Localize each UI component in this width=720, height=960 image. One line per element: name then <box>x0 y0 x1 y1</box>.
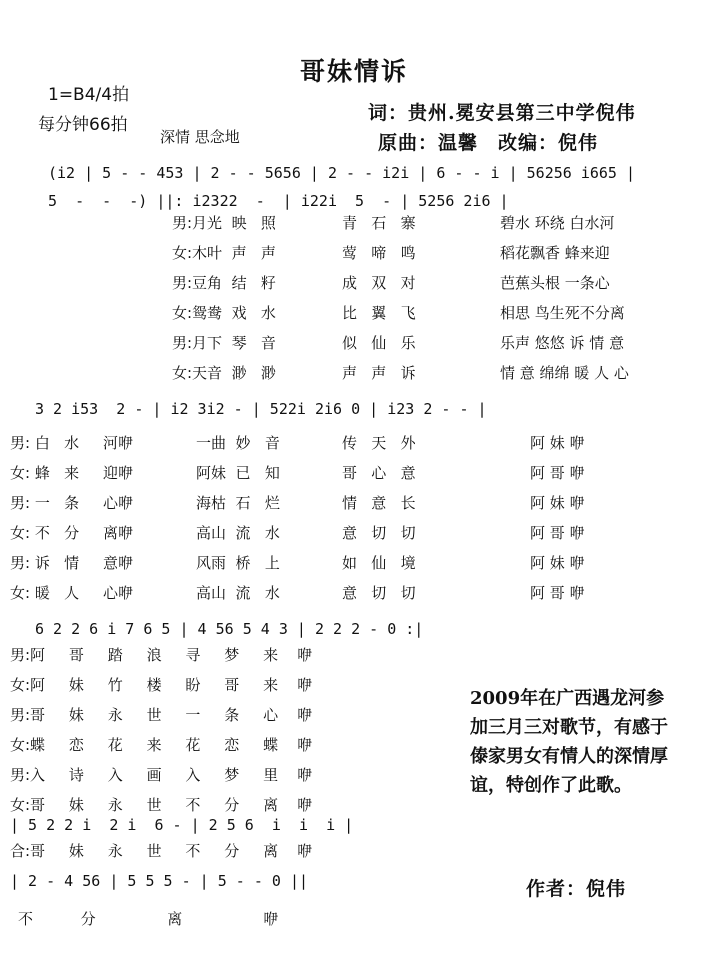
verse-a-line: 比 翼 飞 <box>342 304 416 322</box>
notation-row-6: | 2 - 4 56 | 5 5 5 - | 5 - - 0 || <box>10 872 309 890</box>
verse-c-line: 男:哥 妹 永 世 一 条 心 咿 <box>10 706 313 724</box>
verse-a-line: 女:木叶 声 声 <box>172 244 276 262</box>
composition-note: 2009年在广西遇龙河参加三月三对歌节，有感于傣家男女有情人的深情厚谊，特创作了此歌。 <box>470 688 668 796</box>
notation-row-3: 3 2 i53 2 - | i2 3i2 - | 522i 2i6 0 | i23 2 - - | <box>35 400 487 418</box>
verse-a-line: 乐声 悠悠 诉 情 意 <box>500 334 625 352</box>
expression-marking: 深情 思念地 <box>160 128 240 146</box>
verse-a-line: 成 双 对 <box>342 274 416 292</box>
verse-b-line: 海枯 石 烂 <box>196 494 280 512</box>
notation-row-5: | 5 2 2 i 2 i 6 - | 2 5 6 i i i | <box>10 816 354 834</box>
verse-b-line: 阿 妹 咿 <box>530 494 585 512</box>
verse-c-line: 女:哥 妹 永 世 不 分 离 咿 <box>10 796 313 814</box>
key-signature: 1=B4/4拍 <box>48 85 130 105</box>
verse-b-line: 如 仙 境 <box>342 554 416 572</box>
ending-lyric: 不 分 离 咿 <box>18 910 279 928</box>
verse-a-line: 女:天音 渺 渺 <box>172 364 276 382</box>
verse-a-line: 青 石 寨 <box>342 214 416 232</box>
song-title: 哥妹情诉 <box>300 57 409 86</box>
verse-b-line: 意 切 切 <box>342 584 416 602</box>
verse-a-line: 女:鸳鸯 戏 水 <box>172 304 276 322</box>
verse-b-line: 阿 哥 咿 <box>530 464 585 482</box>
chorus-lyric: 合:哥 妹 永 世 不 分 离 咿 <box>10 842 313 860</box>
verse-a-line: 似 仙 乐 <box>342 334 416 352</box>
tempo-marking: 每分钟66拍 <box>38 115 128 135</box>
verse-a-line: 情 意 绵绵 暖 人 心 <box>500 364 629 382</box>
verse-a-line: 男:月光 映 照 <box>172 214 276 232</box>
verse-b-line: 女: 不 分 离咿 <box>10 524 133 542</box>
verse-b-line: 男: 诉 情 意咿 <box>10 554 133 572</box>
verse-a-line: 碧水 环绕 白水河 <box>500 214 615 232</box>
verse-a-line: 芭蕉头根 一条心 <box>500 274 610 292</box>
verse-b-line: 女: 蜂 来 迎咿 <box>10 464 133 482</box>
lyricist-credit: 词：贵州.冕安县第三中学倪伟 <box>368 102 636 124</box>
verse-c-line: 男:入 诗 入 画 入 梦 里 咿 <box>10 766 313 784</box>
verse-a-line: 声 声 诉 <box>342 364 416 382</box>
notation-row-4: 6 2 2 6 i 7 6 5 | 4 56 5 4 3 | 2 2 2 - 0 :| <box>35 620 424 638</box>
verse-b-line: 阿妹 已 知 <box>196 464 280 482</box>
verse-c-line: 男:阿 哥 踏 浪 寻 梦 来 咿 <box>10 646 313 664</box>
verse-b-line: 一曲 妙 音 <box>196 434 280 452</box>
notation-row-2: 5 - - -) ||: i2322 - | i22i 5 - | 5256 2i6 | <box>48 192 509 210</box>
verse-b-line: 阿 哥 咿 <box>530 584 585 602</box>
notation-row-1: (i2 | 5 - - 453 | 2 - - 5656 | 2 - - i2i | 6 - - i | 56256 i665 | <box>48 164 635 182</box>
verse-b-line: 传 天 外 <box>342 434 416 452</box>
verse-b-line: 高山 流 水 <box>196 524 280 542</box>
verse-a-line: 稻花飘香 蜂来迎 <box>500 244 610 262</box>
verse-b-line: 哥 心 意 <box>342 464 416 482</box>
verse-b-line: 风雨 桥 上 <box>196 554 280 572</box>
verse-b-line: 阿 妹 咿 <box>530 434 585 452</box>
verse-b-line: 女: 暖 人 心咿 <box>10 584 133 602</box>
verse-a-line: 莺 啼 鸣 <box>342 244 416 262</box>
author-signature: 作者：倪伟 <box>526 878 627 900</box>
composer-credit: 原曲：温馨 改编：倪伟 <box>378 132 599 154</box>
verse-a-line: 男:豆角 结 籽 <box>172 274 276 292</box>
verse-a-line: 男:月下 琴 音 <box>172 334 276 352</box>
verse-a-line: 相思 鸟生死不分离 <box>500 304 625 322</box>
verse-b-line: 意 切 切 <box>342 524 416 542</box>
verse-b-line: 男: 白 水 河咿 <box>10 434 133 452</box>
verse-b-line: 阿 妹 咿 <box>530 554 585 572</box>
verse-c-line: 女:阿 妹 竹 楼 盼 哥 来 咿 <box>10 676 313 694</box>
verse-b-line: 高山 流 水 <box>196 584 280 602</box>
verse-c-line: 女:蝶 恋 花 来 花 恋 蝶 咿 <box>10 736 313 754</box>
verse-b-line: 阿 哥 咿 <box>530 524 585 542</box>
verse-b-line: 情 意 长 <box>342 494 416 512</box>
verse-b-line: 男: 一 条 心咿 <box>10 494 133 512</box>
